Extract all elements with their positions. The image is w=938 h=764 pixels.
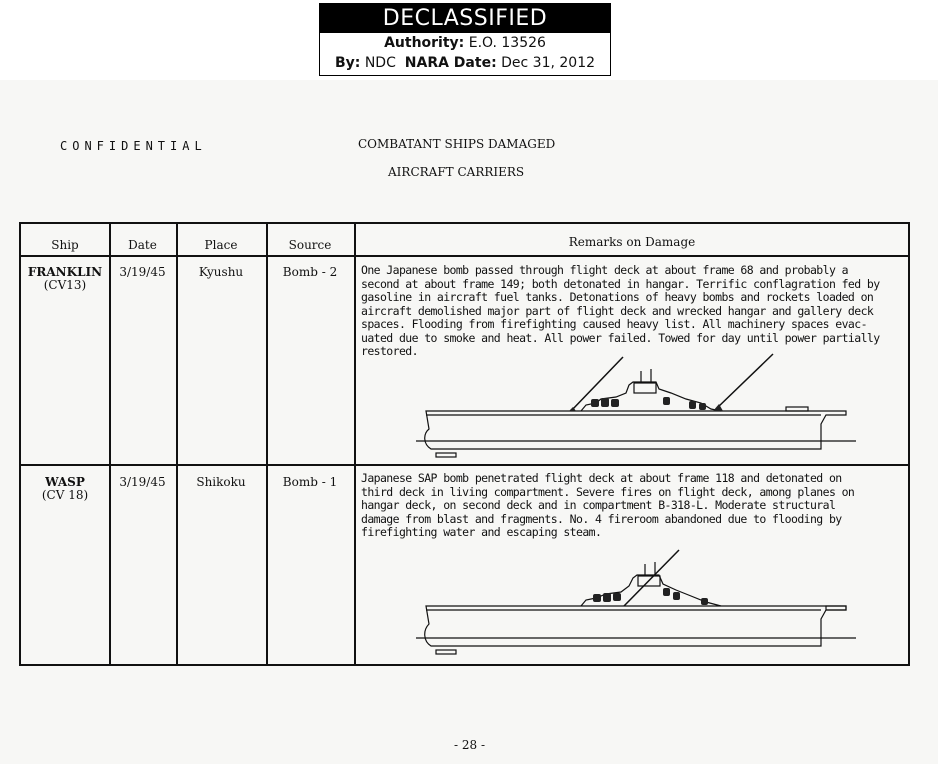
damage-table <box>19 222 910 666</box>
column-header-date: Date <box>128 238 157 252</box>
page-number: - 28 - <box>454 738 486 752</box>
ship-cell <box>21 476 109 502</box>
remarks-line: firefighting water and escaping steam. <box>361 525 602 539</box>
remarks-line: gasoline in aircraft fuel tanks. Detonations of heavy bombs and rockets loaded on <box>361 290 874 304</box>
remarks-line: Japanese SAP bomb penetrated flight deck at about frame 118 and detonated on <box>361 471 842 485</box>
remarks-line: damage from blast and fragments. No. 4 fireroom abandoned due to flooding by <box>361 511 842 526</box>
date-cell: 3/19/45 <box>119 265 166 279</box>
wasp-damage-diagram <box>401 542 871 660</box>
remarks-line: third deck in living compartment. Severe fires on flight deck, among planes on <box>361 484 855 499</box>
column-divider <box>109 224 111 664</box>
hull-number: (CV13) <box>43 278 87 292</box>
ship-cell <box>21 266 109 292</box>
stamp-by-line: By: NDC NARA Date: Dec 31, 2012 <box>334 55 596 71</box>
column-header-remarks: Remarks on Damage <box>568 235 696 249</box>
franklin-damage-diagram <box>401 349 871 459</box>
column-header-place: Place <box>204 238 238 252</box>
classification-label: CONFIDENTIAL <box>60 139 207 153</box>
place-cell: Kyushu <box>198 265 244 279</box>
column-divider <box>354 224 356 664</box>
remarks-line: spaces. Flooding from firefighting caused heavy list. All machinery spaces evac- <box>361 317 867 331</box>
column-divider <box>266 224 268 664</box>
ship-name: WASP <box>45 475 85 489</box>
place-cell: Shikoku <box>196 475 246 489</box>
source-cell: Bomb - 1 <box>282 475 338 489</box>
remarks-line: aircraft demolished major part of flight deck and wrecked hangar and gallery deck <box>361 303 874 318</box>
document-title: COMBATANT SHIPS DAMAGED <box>358 137 556 151</box>
stamp-authority: Authority: E.O. 13526 <box>384 35 546 51</box>
remarks-cell <box>361 472 909 540</box>
remarks-line: hangar deck, on second deck and in compartment B-318-L. Moderate structural <box>361 498 836 512</box>
date-cell: 3/19/45 <box>119 475 166 489</box>
remarks-line: second at about frame 149; both detonated in hangar. Terrific conflagration fed by <box>361 276 880 291</box>
remarks-cell <box>361 264 909 359</box>
column-header-source: Source <box>288 238 332 252</box>
column-header-ship: Ship <box>51 238 79 252</box>
document-subtitle: AIRCRAFT CARRIERS <box>388 165 525 179</box>
header-divider <box>21 255 908 257</box>
remarks-line: One Japanese bomb passed through flight deck at about frame 68 and probably a <box>361 263 848 277</box>
row-divider <box>21 464 908 466</box>
source-cell: Bomb - 2 <box>282 265 338 279</box>
ship-name: FRANKLIN <box>27 265 103 279</box>
remarks-line: uated due to smoke and heat. All power failed. Towed for day until power partially <box>361 330 880 345</box>
hull-number: (CV 18) <box>41 488 89 502</box>
remarks-line: restored. <box>361 344 418 358</box>
declassified-stamp <box>319 3 611 76</box>
column-divider <box>176 224 178 664</box>
stamp-title: DECLASSIFIED <box>320 4 610 33</box>
